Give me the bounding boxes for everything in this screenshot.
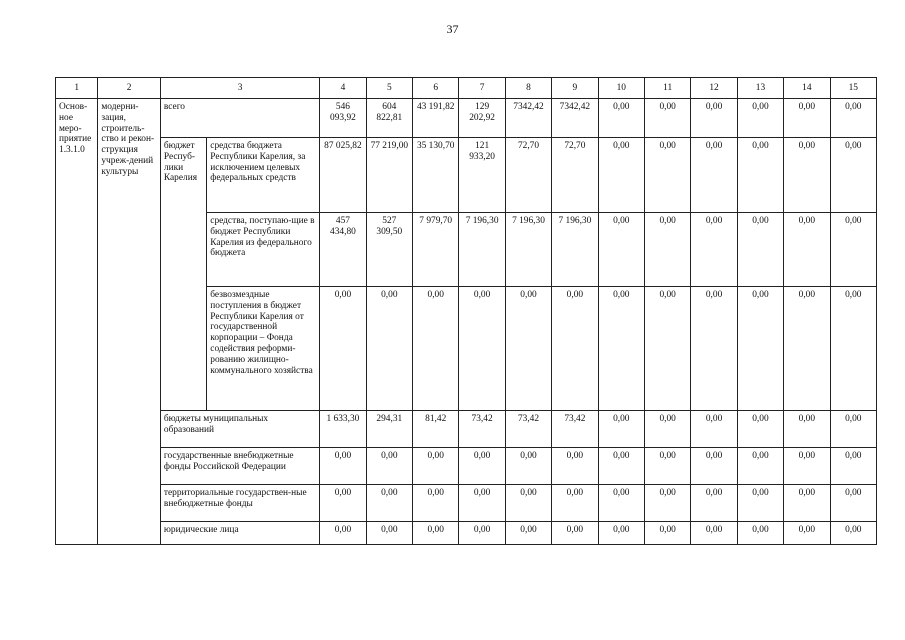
- value-cell: 72,70: [505, 138, 551, 213]
- value-cell: 527 309,50: [366, 213, 412, 287]
- row-label: территориальные государствен-ные внебюджетные фонды: [160, 485, 319, 522]
- value-cell: 0,00: [691, 411, 737, 448]
- value-cell: 0,00: [366, 287, 412, 411]
- value-cell: 0,00: [644, 522, 690, 545]
- value-cell: 0,00: [459, 448, 505, 485]
- value-cell: 0,00: [505, 522, 551, 545]
- column-header: 12: [691, 78, 737, 99]
- value-cell: 73,42: [505, 411, 551, 448]
- value-cell: 7 196,30: [505, 213, 551, 287]
- column-header: 2: [98, 78, 161, 99]
- value-cell: 0,00: [505, 485, 551, 522]
- value-cell: 0,00: [413, 485, 459, 522]
- value-cell: 0,00: [830, 213, 876, 287]
- row-label: средства, поступаю-щие в бюджет Республики Карелия из федерального бюджета: [207, 213, 320, 287]
- value-cell: 0,00: [691, 99, 737, 138]
- value-cell: 0,00: [552, 522, 598, 545]
- value-cell: 7342,42: [505, 99, 551, 138]
- value-cell: 35 130,70: [413, 138, 459, 213]
- column-header: 5: [366, 78, 412, 99]
- value-cell: 0,00: [366, 485, 412, 522]
- value-cell: 294,31: [366, 411, 412, 448]
- value-cell: 457 434,80: [320, 213, 366, 287]
- value-cell: 0,00: [598, 213, 644, 287]
- budget-table: [55, 77, 877, 545]
- value-cell: 0,00: [552, 448, 598, 485]
- column-header: 6: [413, 78, 459, 99]
- column-header: 8: [505, 78, 551, 99]
- event-name-cell: модерни-зация, строитель-ство и рекон-струкция учреж-дений культуры: [98, 99, 161, 545]
- value-cell: 0,00: [737, 522, 783, 545]
- value-cell: 0,00: [459, 485, 505, 522]
- column-header: 10: [598, 78, 644, 99]
- value-cell: 0,00: [413, 522, 459, 545]
- value-cell: 0,00: [644, 213, 690, 287]
- row-label: бюджеты муниципальных образований: [160, 411, 319, 448]
- value-cell: 0,00: [598, 411, 644, 448]
- value-cell: 0,00: [830, 138, 876, 213]
- value-cell: 0,00: [691, 448, 737, 485]
- row-label: юридические лица: [160, 522, 319, 545]
- value-cell: 0,00: [784, 99, 830, 138]
- value-cell: 0,00: [505, 287, 551, 411]
- value-cell: 546 093,92: [320, 99, 366, 138]
- value-cell: 0,00: [784, 411, 830, 448]
- table-row: [56, 522, 877, 545]
- value-cell: 0,00: [644, 485, 690, 522]
- value-cell: 1 633,30: [320, 411, 366, 448]
- value-cell: 0,00: [691, 522, 737, 545]
- value-cell: 0,00: [320, 448, 366, 485]
- value-cell: 0,00: [598, 138, 644, 213]
- value-cell: 0,00: [644, 138, 690, 213]
- value-cell: 0,00: [320, 287, 366, 411]
- value-cell: 121 933,20: [459, 138, 505, 213]
- value-cell: 0,00: [784, 522, 830, 545]
- table-row: [56, 99, 877, 138]
- page-number: 37: [446, 22, 459, 36]
- value-cell: 0,00: [598, 485, 644, 522]
- value-cell: 7342,42: [552, 99, 598, 138]
- value-cell: 87 025,82: [320, 138, 366, 213]
- column-header: 3: [160, 78, 319, 99]
- value-cell: 0,00: [459, 287, 505, 411]
- value-cell: 0,00: [737, 138, 783, 213]
- column-header: 9: [552, 78, 598, 99]
- value-cell: 0,00: [413, 448, 459, 485]
- value-cell: 0,00: [459, 522, 505, 545]
- value-cell: 72,70: [552, 138, 598, 213]
- value-cell: 0,00: [830, 411, 876, 448]
- value-cell: 0,00: [691, 485, 737, 522]
- value-cell: 43 191,82: [413, 99, 459, 138]
- value-cell: 0,00: [552, 485, 598, 522]
- value-cell: 0,00: [784, 485, 830, 522]
- value-cell: 0,00: [830, 522, 876, 545]
- value-cell: 0,00: [644, 411, 690, 448]
- value-cell: 0,00: [366, 522, 412, 545]
- value-cell: 0,00: [830, 287, 876, 411]
- value-cell: 604 822,81: [366, 99, 412, 138]
- value-cell: 0,00: [598, 99, 644, 138]
- value-cell: 0,00: [830, 448, 876, 485]
- value-cell: 129 202,92: [459, 99, 505, 138]
- header-row: [56, 78, 877, 99]
- value-cell: 0,00: [413, 287, 459, 411]
- value-cell: 0,00: [737, 485, 783, 522]
- row-label: всего: [160, 99, 319, 138]
- column-header: 13: [737, 78, 783, 99]
- value-cell: 0,00: [505, 448, 551, 485]
- column-header: 7: [459, 78, 505, 99]
- value-cell: 7 196,30: [459, 213, 505, 287]
- budget-group-cell: бюджет Респуб-лики Карелия: [160, 138, 206, 411]
- value-cell: 0,00: [784, 287, 830, 411]
- column-header: 4: [320, 78, 366, 99]
- value-cell: 0,00: [644, 448, 690, 485]
- table-row: [56, 448, 877, 485]
- value-cell: 81,42: [413, 411, 459, 448]
- value-cell: 0,00: [784, 213, 830, 287]
- value-cell: 0,00: [598, 522, 644, 545]
- value-cell: 0,00: [830, 99, 876, 138]
- row-label: безвозмездные поступления в бюджет Республики Карелия от государственной корпорации – Фонда содействия реформи-рованию жилищно-коммунального хозяйства: [207, 287, 320, 411]
- value-cell: 0,00: [691, 213, 737, 287]
- value-cell: 7 979,70: [413, 213, 459, 287]
- value-cell: 0,00: [598, 448, 644, 485]
- column-header: 14: [784, 78, 830, 99]
- value-cell: 0,00: [644, 287, 690, 411]
- value-cell: 0,00: [784, 448, 830, 485]
- value-cell: 7 196,30: [552, 213, 598, 287]
- value-cell: 0,00: [691, 287, 737, 411]
- value-cell: 0,00: [366, 448, 412, 485]
- value-cell: 0,00: [737, 448, 783, 485]
- value-cell: 0,00: [644, 99, 690, 138]
- value-cell: 73,42: [459, 411, 505, 448]
- value-cell: 0,00: [830, 485, 876, 522]
- value-cell: 0,00: [784, 138, 830, 213]
- table-row: [56, 138, 877, 213]
- column-header: 1: [56, 78, 98, 99]
- value-cell: 0,00: [737, 213, 783, 287]
- value-cell: 0,00: [320, 522, 366, 545]
- value-cell: 0,00: [691, 138, 737, 213]
- table-row: [56, 411, 877, 448]
- column-header: 11: [644, 78, 690, 99]
- table-row: [56, 485, 877, 522]
- value-cell: 0,00: [737, 287, 783, 411]
- event-cell: Основ-ное меро-приятие 1.3.1.0: [56, 99, 98, 545]
- value-cell: 77 219,00: [366, 138, 412, 213]
- value-cell: 0,00: [552, 287, 598, 411]
- value-cell: 0,00: [737, 99, 783, 138]
- value-cell: 73,42: [552, 411, 598, 448]
- row-label: средства бюджета Республики Карелия, за исключением целевых федеральных средств: [207, 138, 320, 213]
- value-cell: 0,00: [598, 287, 644, 411]
- value-cell: 0,00: [320, 485, 366, 522]
- value-cell: 0,00: [737, 411, 783, 448]
- row-label: государственные внебюджетные фонды Российской Федерации: [160, 448, 319, 485]
- column-header: 15: [830, 78, 876, 99]
